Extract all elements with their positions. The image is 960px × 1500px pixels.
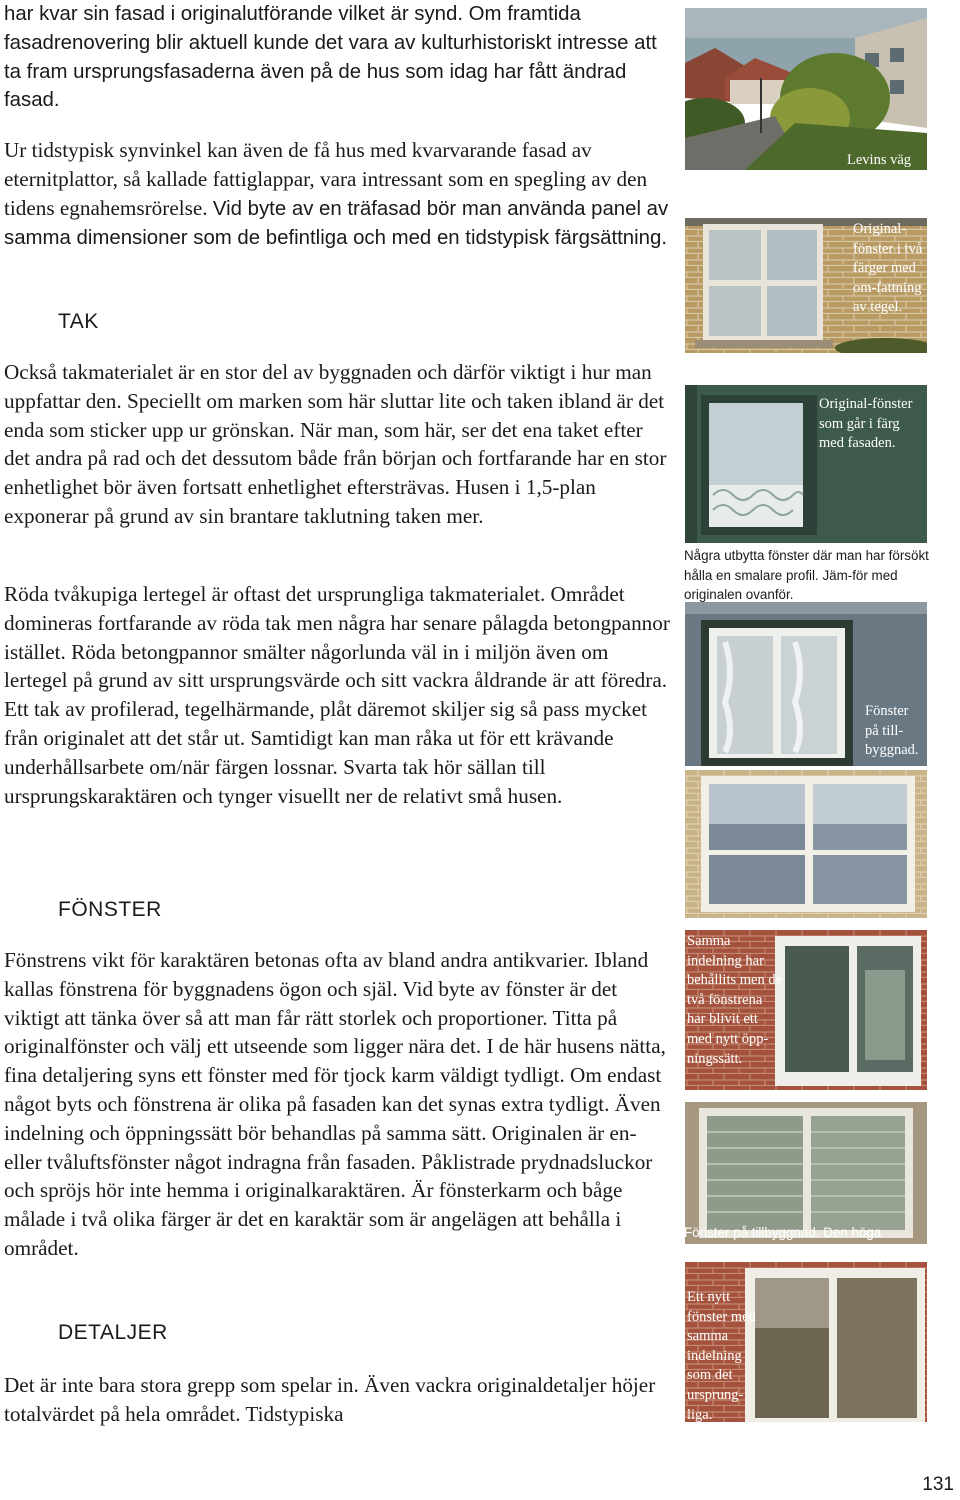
paragraph-roof-importance: Också takmaterialet är en stor del av byggnaden och därför viktigt i hur man uppfattar den. Speciellt om marken som här sluttar lite och taken ibland är det enda som sticker upp ur grönskan. När man, som här, ser det ena taket efter det andra på rad och det dessutom både från början och fortfarande har en stor enhetlighet bör även fortsatt enhetlighet eftersträvas. Husen i 1,5-plan exponerar på grund av sin brantare taklutning taken mer.: [4, 360, 667, 528]
heading-detaljer: DETALJER: [58, 1321, 168, 1344]
extension-window-label: Fönster på till-byggnad.: [865, 703, 919, 759]
paragraph-details: Det är inte bara stora grepp som spelar in. Även vackra originaldetaljer höjer totalvärdet på hela området. Tidstypiska: [4, 1373, 656, 1426]
heading-fonster: FÖNSTER: [58, 898, 162, 921]
cream-brick-window-photo: [685, 770, 927, 918]
same-division-window-label: Samma indelning har behållits men de två fönstrena har blivit ett med nytt öpp-ningssätt.: [687, 933, 783, 1067]
page-number: 131: [922, 1474, 954, 1495]
original-window-facade-photo: [685, 385, 927, 543]
original-window-brick-photo: [685, 218, 927, 353]
paragraph-eternit-part1: Ur tidstypisk synvinkel kan även de få hus med kvarvarande fasad av eternitplattor, så kallade fattiglappar, vara intressant som en spegling av den tidens egnahemsrörelse.: [4, 138, 648, 220]
original-window-brick-label: Original-fönster i två färger med om-fattning av tegel.: [853, 221, 923, 316]
original-window-facade-label: Original-fönster som går i färg med fasaden.: [819, 396, 913, 452]
paragraph-windows: Fönstrens vikt för karaktären betonas ofta av bland andra antikvarier. Ibland kallas fönstrena för byggnadens ögon och själ. Vid byte av fönster är det viktigt att tänka över så att man får rätt storlek och proportioner. Titta på originalfönster och välj ett utseende som ligger nära det. I de här husens nätta, fina detaljering syns ett fönster med för tjock karm väldigt tydligt. Om endast något byts och fönstrena är olika på fasaden kan det synas extra tydligt. Även indelning och öppningssätt bör behandlas på samma sätt. Originalen är en- eller tvåluftsfönster något indragna från fasaden. Påklistrade prydnadsluckor och spröjs hör inte hemma i originalkaraktären. Är fönsterkarm och båge målade i två olika färger är det en karaktär som är angelägen att behålla i området.: [4, 948, 666, 1260]
paragraph-eternit: [4, 136, 672, 253]
heading-tak: TAK: [58, 310, 99, 333]
caption-replaced-windows: Några utbytta fönster där man har försökt hålla en smalare profil. Jäm-för med originalen ovanför.: [684, 548, 929, 602]
new-window-label: Ett nytt fönster med samma indelning som det ursprung-liga.: [687, 1289, 756, 1422]
street-photo: [685, 8, 927, 170]
street-photo-label: Levins väg: [847, 152, 912, 168]
new-window-photo: [685, 1262, 927, 1422]
paragraph-eternit-part2: Vid byte av en träfasad bör man använda panel av samma dimensioner som de befintliga och med en tidstypisk färgsättning.: [4, 197, 669, 250]
extension-window-photo: [685, 602, 927, 766]
paragraph-facade-intro: har kvar sin fasad i originalutförande vilket är synd. Om framtida fasadrenovering blir aktuell kunde det vara av kulturhistoriskt intresse att ta fram ursprungsfasaderna även på de hus som idag har fått ändrad fasad.: [4, 3, 657, 112]
same-division-window-photo: [685, 930, 927, 1090]
paragraph-roof-materials: Röda tvåkupiga lertegel är oftast det ursprungliga takmaterialet. Området domineras fortfarande av röda tak men några har senare pålagda betongpannor istället. Röda betongpannor smälter någorlunda väl in i miljön även om lertegel på grund av sitt ursprungsvärde och sitt vackra åldrande är att föredra. Ett tak av profilerad, tegelhärmande, plåt däremot skiljer sig så pass mycket från originalet att det står ut. Samtidigt kan man råka ut för ett krävande underhållsarbete om/när färgen lossnar. Svarta tak hör sällan till ursprungskaraktären och tynger visuellt ner de relativt små husen.: [4, 582, 670, 808]
caption-extension-window: Fönster på tillbyggnad. Den höga stående formen på fönster är senare.: [684, 1225, 905, 1260]
